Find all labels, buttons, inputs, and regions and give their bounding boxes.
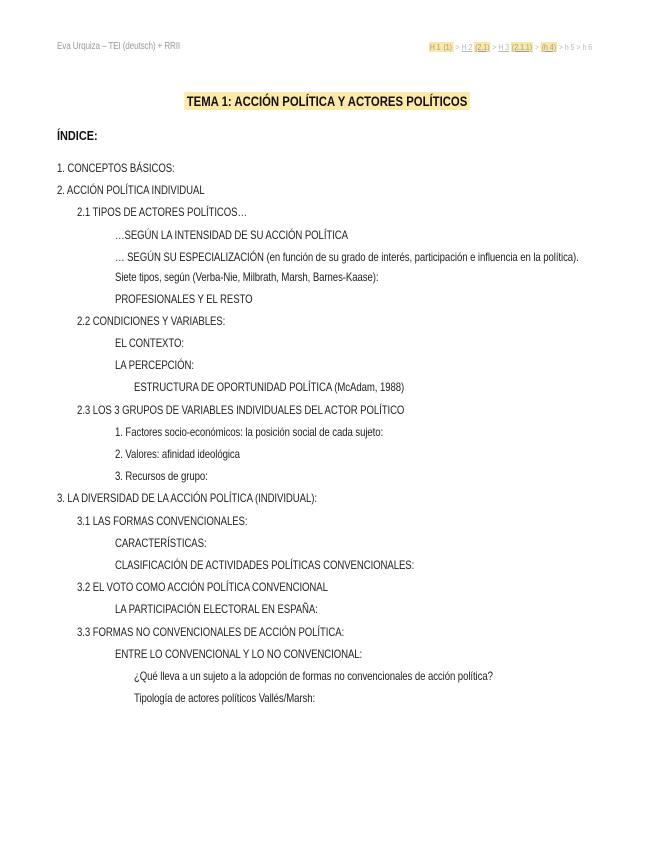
header-author: Eva Urquiza – TEI (deutsch) + RRII: [57, 41, 181, 52]
toc-item-2-1[interactable]: 2.1 TIPOS DE ACTORES POLÍTICOS…: [77, 205, 248, 219]
toc-item-3-1-1[interactable]: CARACTERÍSTICAS:: [115, 536, 207, 550]
toc-item-2-2[interactable]: 2.2 CONDICIONES Y VARIABLES:: [77, 314, 226, 328]
breadcrumb-sep: >: [492, 42, 497, 52]
breadcrumb-sep: >: [558, 42, 563, 52]
toc-item-3[interactable]: 3. LA DIVERSIDAD DE LA ACCIÓN POLÍTICA (INDIVIDUAL):: [57, 491, 317, 505]
toc-item-2-3-1[interactable]: 1. Factores socio-económicos: la posición social de cada sujeto:: [115, 425, 384, 439]
toc-item-3-1[interactable]: 3.1 LAS FORMAS CONVENCIONALES:: [77, 514, 248, 528]
toc-item-3-2-1[interactable]: LA PARTICIPACIÓN ELECTORAL EN ESPAÑA:: [115, 602, 318, 616]
breadcrumb-h4[interactable]: (h 4): [541, 42, 557, 52]
toc-item-2-3[interactable]: 2.3 LOS 3 GRUPOS DE VARIABLES INDIVIDUALES DEL ACTOR POLÍTICO: [77, 403, 405, 417]
breadcrumb-sep: >: [576, 42, 581, 52]
breadcrumb-h6[interactable]: h 6: [582, 42, 593, 52]
heading-style-breadcrumb: [429, 42, 592, 52]
breadcrumb-h5[interactable]: h 5: [564, 42, 575, 52]
breadcrumb-sep: >: [455, 42, 460, 52]
breadcrumb-h2[interactable]: H 2: [461, 42, 473, 52]
breadcrumb-h1[interactable]: H 1: [429, 42, 441, 52]
breadcrumb-h2-sub: (2.1): [475, 42, 490, 52]
index-heading: ÍNDICE:: [57, 128, 98, 143]
toc-item-2-1-2-note[interactable]: Siete tipos, según (Verba-Nie, Milbrath, Marsh, Barnes-Kaase):: [115, 270, 379, 284]
toc-item-3-3-1[interactable]: ENTRE LO CONVENCIONAL Y LO NO CONVENCIONAL:: [115, 647, 363, 661]
toc-item-2-3-2[interactable]: 2. Valores: afinidad ideológica: [115, 447, 240, 461]
breadcrumb-h3-sub: (2.1.1): [511, 42, 533, 52]
breadcrumb-sep: >: [534, 42, 539, 52]
toc-item-2-2-2-1[interactable]: ESTRUCTURA DE OPORTUNIDAD POLÍTICA (McAdam, 1988): [134, 380, 405, 394]
toc-item-2-2-1[interactable]: EL CONTEXTO:: [115, 336, 184, 350]
toc-item-3-1-2[interactable]: CLASIFICACIÓN DE ACTIVIDADES POLÍTICAS CONVENCIONALES:: [115, 558, 415, 572]
toc-item-3-3-1-2[interactable]: Tipología de actores políticos Vallés/Marsh:: [134, 691, 316, 705]
toc-item-2-1-3[interactable]: PROFESIONALES Y EL RESTO: [115, 292, 253, 306]
breadcrumb-h1-sub: (1): [443, 42, 452, 52]
document-title: TEMA 1: ACCIÓN POLÍTICA Y ACTORES POLÍTICOS: [185, 92, 471, 110]
toc-item-2-1-1[interactable]: …SEGÚN LA INTENSIDAD DE SU ACCIÓN POLÍTICA: [115, 228, 348, 242]
toc-item-2-2-2[interactable]: LA PERCEPCIÓN:: [115, 358, 194, 372]
toc-item-3-3[interactable]: 3.3 FORMAS NO CONVENCIONALES DE ACCIÓN POLÍTICA:: [77, 625, 345, 639]
breadcrumb-h3[interactable]: H 3: [498, 42, 510, 52]
toc-item-2-1-2[interactable]: … SEGÚN SU ESPECIALIZACIÓN (en función de su grado de interés, participación e influencia en la política).: [115, 250, 579, 264]
toc-item-1[interactable]: 1. CONCEPTOS BÁSICOS:: [57, 161, 175, 175]
document-title-wrapper: [0, 92, 655, 111]
toc-item-3-2[interactable]: 3.2 EL VOTO COMO ACCIÓN POLÍTICA CONVENCIONAL: [77, 580, 328, 594]
toc-item-2[interactable]: 2. ACCIÓN POLÍTICA INDIVIDUAL: [57, 183, 205, 197]
toc-item-3-3-1-1[interactable]: ¿Qué lleva a un sujeto a la adopción de formas no convencionales de acción política?: [134, 669, 493, 683]
toc-item-2-3-3[interactable]: 3. Recursos de grupo:: [115, 469, 208, 483]
